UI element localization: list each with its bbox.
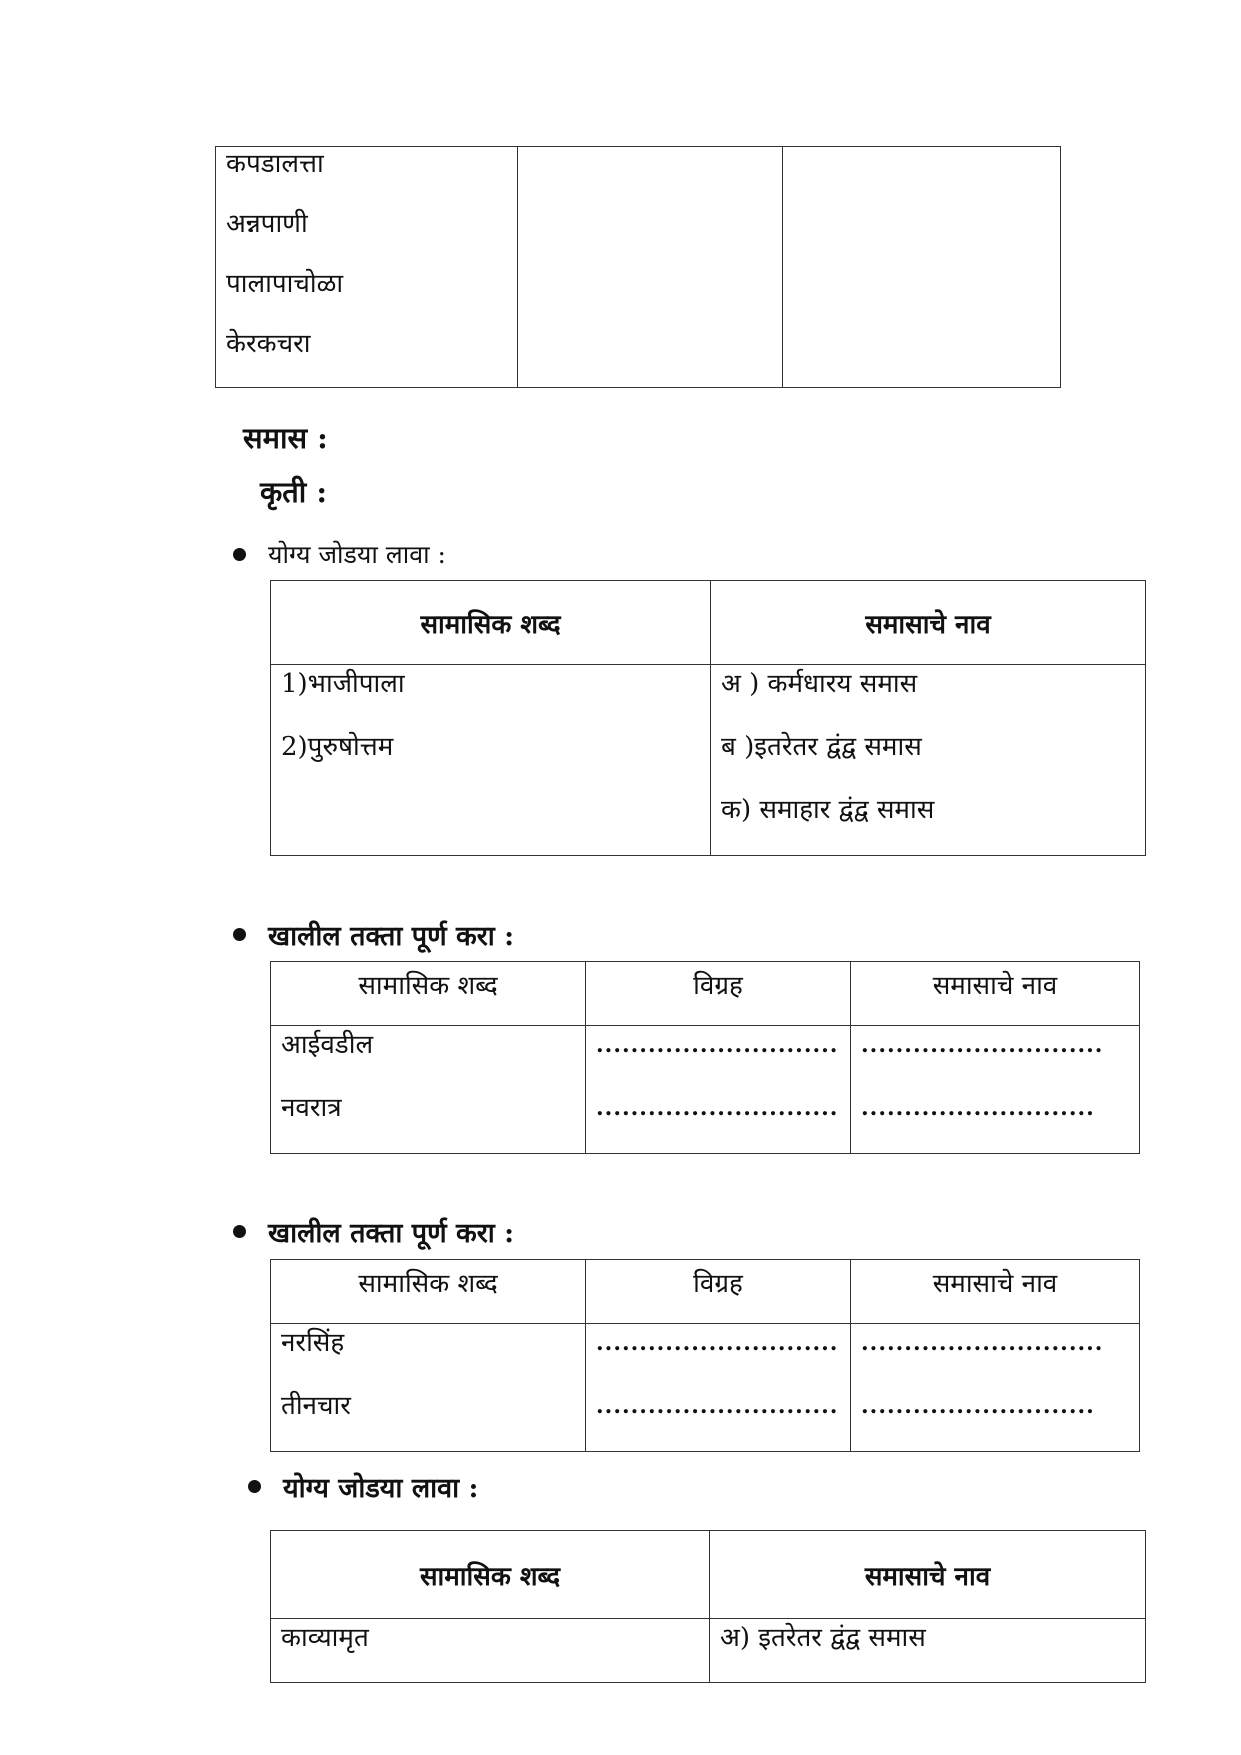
- vigraha-cell: [586, 1026, 851, 1154]
- word: आईवडील: [281, 1030, 374, 1060]
- section3-bullet: [233, 1213, 514, 1250]
- right-item: अ ) कर्मधारय समास: [721, 669, 918, 699]
- word: नवरात्र: [281, 1093, 342, 1123]
- word-cell: [271, 1026, 586, 1154]
- section3-instruction: खालील तक्ता पूर्ण करा :: [268, 1218, 515, 1249]
- word-cell: [271, 1324, 586, 1452]
- blank-line[interactable]: ............................: [861, 1032, 1104, 1058]
- blank-line[interactable]: ............................: [861, 1330, 1104, 1356]
- section1-bullet: [233, 537, 446, 571]
- top-word: कपडालत्ता: [226, 149, 324, 179]
- heading-kruti: कृती :: [260, 475, 328, 509]
- blank-line[interactable]: ............................: [596, 1032, 839, 1058]
- section4-bullet: [248, 1468, 479, 1505]
- fill-table-2: [270, 1259, 1140, 1452]
- right-column-cell: [710, 1619, 1146, 1683]
- match-table-2: [270, 1530, 1146, 1683]
- bullet-icon: [233, 928, 246, 941]
- blank-line[interactable]: ............................: [596, 1095, 839, 1121]
- header-samasache-nav: समासाचे नाव: [851, 1260, 1140, 1324]
- header-samasik-shabd: सामासिक शब्द: [271, 1260, 586, 1324]
- right-column-cell: [711, 665, 1146, 856]
- header-samasik-shabd: सामासिक शब्द: [271, 1531, 710, 1619]
- blank-line[interactable]: ............................: [596, 1393, 839, 1419]
- samas-name-cell: [851, 1026, 1140, 1154]
- left-item: काव्यामृत: [281, 1623, 369, 1653]
- header-vigraha: विग्रह: [586, 962, 851, 1026]
- header-samasik-shabd: सामासिक शब्द: [271, 962, 586, 1026]
- word: तीनचार: [281, 1391, 351, 1421]
- top-word: केरकचरा: [226, 329, 311, 359]
- bullet-icon: [233, 1225, 246, 1238]
- right-item: क) समाहार द्वंद्व समास: [721, 795, 935, 825]
- word: नरसिंह: [281, 1328, 345, 1358]
- section1-instruction: योग्य जोडया लावा :: [268, 540, 446, 569]
- blank-line[interactable]: ............................: [596, 1330, 839, 1356]
- header-samasache-nav: समासाचे नाव: [711, 581, 1146, 665]
- header-samasache-nav: समासाचे नाव: [710, 1531, 1146, 1619]
- top-word: अन्नपाणी: [226, 209, 308, 239]
- top-word-table: [215, 146, 1061, 388]
- left-column-cell: [271, 1619, 710, 1683]
- fill-table-1: [270, 961, 1140, 1154]
- empty-cell: [783, 147, 1061, 388]
- blank-line[interactable]: ...........................: [861, 1393, 1095, 1419]
- bullet-icon: [233, 548, 246, 561]
- bullet-icon: [248, 1480, 261, 1493]
- vigraha-cell: [586, 1324, 851, 1452]
- section4-instruction: योग्य जोडया लावा :: [283, 1473, 479, 1504]
- header-samasache-nav: समासाचे नाव: [851, 962, 1140, 1026]
- right-item: अ) इतरेतर द्वंद्व समास: [720, 1623, 926, 1653]
- section2-bullet: [233, 916, 514, 953]
- match-table-1: [270, 580, 1146, 856]
- left-item: 2)पुरुषोत्तम: [281, 732, 394, 762]
- heading-samas: समास :: [243, 421, 328, 455]
- empty-cell: [518, 147, 783, 388]
- section2-instruction: खालील तक्ता पूर्ण करा :: [268, 921, 515, 952]
- blank-line[interactable]: ...........................: [861, 1095, 1095, 1121]
- right-item: ब )इतरेतर द्वंद्व समास: [721, 732, 922, 762]
- left-item: 1)भाजीपाला: [281, 669, 405, 699]
- samas-name-cell: [851, 1324, 1140, 1452]
- header-vigraha: विग्रह: [586, 1260, 851, 1324]
- header-samasik-shabd: सामासिक शब्द: [271, 581, 711, 665]
- top-word: पालापाचोळा: [226, 269, 344, 299]
- top-word-list-cell: [216, 147, 518, 388]
- left-column-cell: [271, 665, 711, 856]
